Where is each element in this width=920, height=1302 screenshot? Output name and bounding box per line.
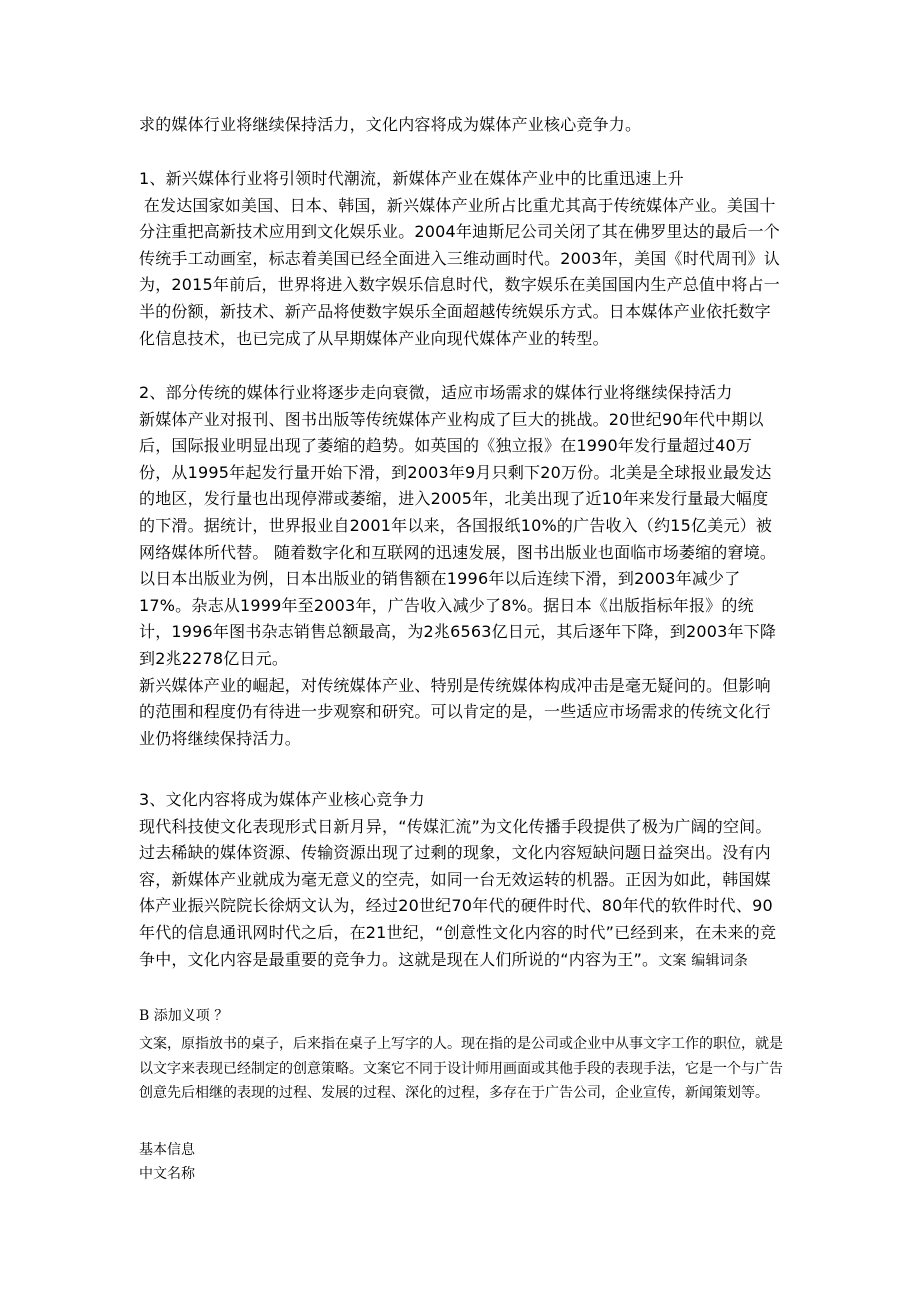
- section-2-body-1-text: 新媒体产业对报刊、图书出版等传统媒体产业构成了巨大的挑战。20世纪90年代中期以后，国际报业明显出现了萎缩的趋势。如英国的《独立报》在1990年发行量超过40万份，从1995年起发行量开始下滑，到2003年9月只剩下20万份。北美是全球报业最发达的地区，发行量也出现停滞或萎缩，进入2005年，北美出现了近10年来发行量最大幅度的下滑。据统计，世界报业自2001年以来，各国报纸10%的广告收入（约15亿美元）被网络媒体所代替。: [139, 409, 773, 562]
- section-2: [139, 380, 784, 752]
- lead-paragraph: 求的媒体行业将继续保持活力，文化内容将成为媒体产业核心竞争力。: [139, 115, 642, 134]
- section-1-heading: 1、新兴媒体行业将引领时代潮流，新媒体产业在媒体产业中的比重迅速上升: [139, 169, 684, 188]
- section-2-body-3: 新兴媒体产业的崛起，对传统媒体产业、特别是传统媒体构成冲击是毫无疑问的。但影响的范围和程度仍有待进一步观察和研究。可以肯定的是，一些适应市场需求的传统文化行业仍将继续保持活力。: [139, 675, 771, 748]
- basic-info-title: 基本信息: [139, 1142, 195, 1158]
- section-2-body-2-text: 随着数字化和互联网的迅速发展，图书出版业也面临市场萎缩的窘境。以日本出版业为例，日本出版业的销售额在1996年以后连续下滑，到2003年减少了17%。杂志从1999年至2003年，广告收入减少了8%。据日本《出版指标年报》的统计，1996年图书杂志销售总额最高，为2兆6563亿日元，其后逐年下降，到2003年下降到2兆2278亿日元。: [139, 542, 777, 668]
- add-term-link[interactable]: B 添加义项 ？: [139, 1008, 229, 1024]
- basic-info-field-chinese-name: 中文名称: [139, 1166, 195, 1182]
- section-1-body: 在发达国家如美国、日本、韩国，新兴媒体产业所占比重尤其高于传统媒体产业。美国十分注重把高新技术应用到文化娱乐业。2004年迪斯尼公司关闭了其在佛罗里达的最后一个传统手工动画室，标志着美国已经全面进入三维动画时代。2003年，美国《时代周刊》认为，2015年前后，世界将进入数字娱乐信息时代，数字娱乐在美国国内生产总值中将占一半的份额，新技术、新产品将使数字娱乐全面超越传统娱乐方式。日本媒体产业依托数字化信息技术，也已完成了从早期媒体产业向现代媒体产业的转型。: [139, 195, 780, 348]
- section-3-body-text: 现代科技使文化表现形式日新月异，“传媒汇流”为文化传播手段提供了极为广阔的空间。过去稀缺的媒体资源、传输资源出现了过剩的现象，文化内容短缺问题日益突出。没有内容，新媒体产业就成为毫无意义的空壳，如同一台无效运转的机器。正因为如此，韩国媒体产业振兴院院长徐炳文认为，经过20世纪70年代的硬件时代、80年代的软件时代、90年代的信息通讯网时代之后，在21世纪，“创意性文化内容的时代”已经到来，在未来的竞争中，文化内容是最重要的竞争力。这就是现在人们所说的“内容为王”。: [139, 816, 777, 969]
- section-3-heading: 3、文化内容将成为媒体产业核心竞争力: [139, 790, 425, 809]
- section-3-body: [139, 814, 784, 975]
- section-2-body-1: [139, 407, 784, 673]
- section-2-heading: 2、部分传统的媒体行业将逐步走向衰微，适应市场需求的媒体行业将继续保持活力: [139, 383, 733, 402]
- basic-info: [139, 1138, 784, 1186]
- wenan-definition: 文案，原指放书的桌子，后来指在桌子上写字的人。现在指的是公司或企业中从事文字工作的职位，就是以文字来表现已经制定的创意策略。文案它不同于设计师用画面或其他手段的表现手法，它是一个与广告创意先后相继的表现的过程、发展的过程、深化的过程，多存在于广告公司，企业宣传，新闻策划等。: [139, 1036, 783, 1102]
- section-1: [139, 166, 784, 352]
- edit-entry-link[interactable]: 文案 编辑词条: [658, 952, 749, 969]
- section-3: [139, 787, 784, 974]
